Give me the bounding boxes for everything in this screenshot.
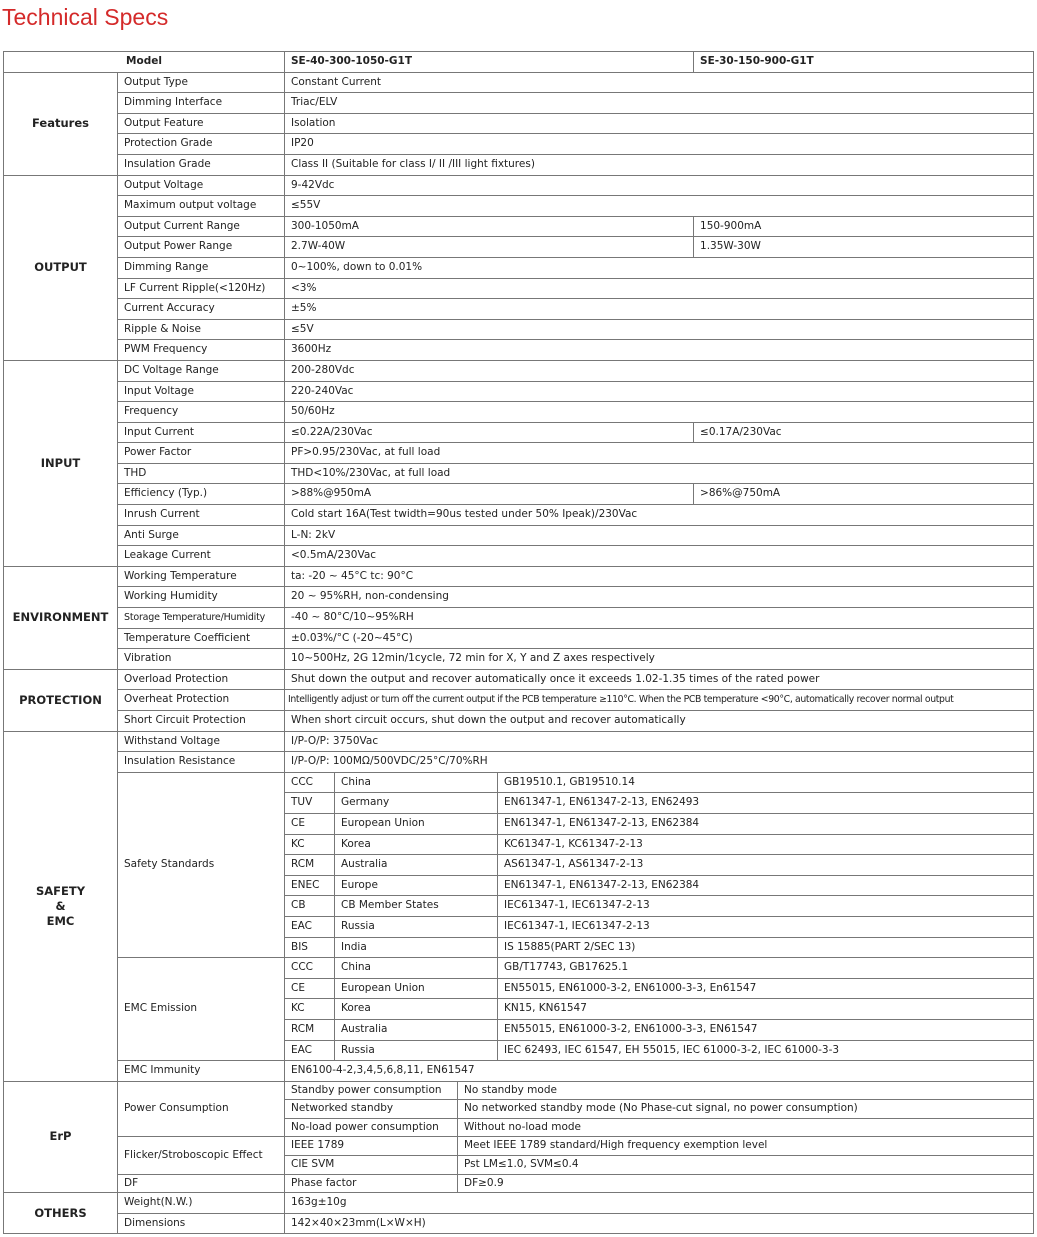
- cert-standard: EN61347-1, EN61347-2-13, EN62384: [498, 813, 1034, 834]
- row-value: ±5%: [285, 299, 1034, 320]
- table-row: [4, 175, 1034, 196]
- section-protection: PROTECTION: [4, 669, 118, 731]
- row-value: 9-42Vdc: [285, 175, 1034, 196]
- cert-mark: CE: [285, 813, 335, 834]
- row-label: PWM Frequency: [118, 340, 285, 361]
- row-label: Leakage Current: [118, 546, 285, 567]
- table-row: [4, 93, 1034, 114]
- table-row: [4, 772, 1034, 793]
- row-label: Dimming Interface: [118, 93, 285, 114]
- row-label: Overheat Protection: [118, 690, 285, 711]
- section-output: OUTPUT: [4, 175, 118, 360]
- row-value: 0~100%, down to 0.01%: [285, 257, 1034, 278]
- cert-region: Australia: [335, 1019, 498, 1040]
- row-value: PF>0.95/230Vac, at full load: [285, 443, 1034, 464]
- row-value: IP20: [285, 134, 1034, 155]
- row-value: 163g±10g: [285, 1193, 1034, 1214]
- table-row: [4, 381, 1034, 402]
- row-value: ≤5V: [285, 319, 1034, 340]
- cert-mark: ENEC: [285, 875, 335, 896]
- erp-item: No-load power consumption: [285, 1118, 458, 1137]
- table-row: [4, 690, 1034, 711]
- table-row: [4, 340, 1034, 361]
- row-value-2: 150-900mA: [694, 216, 1034, 237]
- cert-mark: EAC: [285, 1040, 335, 1061]
- row-value: 200-280Vdc: [285, 360, 1034, 381]
- cert-region: India: [335, 937, 498, 958]
- table-row: [4, 1213, 1034, 1234]
- row-value: 3600Hz: [285, 340, 1034, 361]
- table-row: [4, 216, 1034, 237]
- row-value: Class II (Suitable for class I/ II /III light fixtures): [285, 154, 1034, 175]
- cert-region: Russia: [335, 916, 498, 937]
- cert-region: Russia: [335, 1040, 498, 1061]
- row-value: 2.7W-40W: [285, 237, 694, 258]
- flicker-label: Flicker/Stroboscopic Effect: [118, 1137, 285, 1174]
- row-value: <0.5mA/230Vac: [285, 546, 1034, 567]
- table-row: [4, 608, 1034, 629]
- safety-standards-label: Safety Standards: [118, 772, 285, 957]
- table-row: [4, 546, 1034, 567]
- cert-standard: KN15, KN61547: [498, 999, 1034, 1020]
- row-label: Vibration: [118, 649, 285, 670]
- erp-item: CIE SVM: [285, 1156, 458, 1175]
- row-value-2: ≤0.17A/230Vac: [694, 422, 1034, 443]
- row-label: Input Voltage: [118, 381, 285, 402]
- cert-region: China: [335, 772, 498, 793]
- cert-standard: IEC 62493, IEC 61547, EH 55015, IEC 61000-3-2, IEC 61000-3-3: [498, 1040, 1034, 1061]
- cert-region: CB Member States: [335, 896, 498, 917]
- row-value: 10~500Hz, 2G 12min/1cycle, 72 min for X, Y and Z axes respectively: [285, 649, 1034, 670]
- section-safety-emc: [4, 731, 118, 1081]
- cert-standard: IEC61347-1, IEC61347-2-13: [498, 916, 1034, 937]
- row-label: DF: [118, 1174, 285, 1193]
- erp-value: DF≥0.9: [458, 1174, 1034, 1193]
- row-label: Temperature Coefficient: [118, 628, 285, 649]
- erp-value: Without no-load mode: [458, 1118, 1034, 1137]
- spec-table: [3, 51, 1034, 1234]
- row-value: 20 ~ 95%RH, non-condensing: [285, 587, 1034, 608]
- model-2: SE-30-150-900-G1T: [694, 52, 1034, 73]
- cert-region: Korea: [335, 834, 498, 855]
- table-row: [4, 752, 1034, 773]
- row-label: Storage Temperature/Humidity: [118, 608, 285, 629]
- table-row: [4, 505, 1034, 526]
- row-label: Inrush Current: [118, 505, 285, 526]
- row-label: Maximum output voltage: [118, 196, 285, 217]
- cert-region: European Union: [335, 813, 498, 834]
- table-row: [4, 72, 1034, 93]
- cert-standard: AS61347-1, AS61347-2-13: [498, 855, 1034, 876]
- row-label: Input Current: [118, 422, 285, 443]
- row-value: 300-1050mA: [285, 216, 694, 237]
- section-environment: ENVIRONMENT: [4, 566, 118, 669]
- row-value: Constant Current: [285, 72, 1034, 93]
- cert-region: Korea: [335, 999, 498, 1020]
- row-label: LF Current Ripple(<120Hz): [118, 278, 285, 299]
- table-row: [4, 1174, 1034, 1193]
- emc-emission-label: EMC Emission: [118, 958, 285, 1061]
- cert-mark: CE: [285, 978, 335, 999]
- erp-value: Meet IEEE 1789 standard/High frequency exemption level: [458, 1137, 1034, 1156]
- cert-mark: TUV: [285, 793, 335, 814]
- erp-item: Networked standby: [285, 1100, 458, 1119]
- table-row: [4, 402, 1034, 423]
- table-row: [4, 711, 1034, 732]
- table-row: [4, 731, 1034, 752]
- row-label: EMC Immunity: [118, 1061, 285, 1082]
- row-value: ta: -20 ~ 45°C tc: 90°C: [285, 566, 1034, 587]
- erp-item: IEEE 1789: [285, 1137, 458, 1156]
- cert-region: European Union: [335, 978, 498, 999]
- table-row: [4, 196, 1034, 217]
- row-value: L-N: 2kV: [285, 525, 1034, 546]
- cert-mark: CCC: [285, 772, 335, 793]
- cert-mark: EAC: [285, 916, 335, 937]
- cert-standard: IS 15885(PART 2/SEC 13): [498, 937, 1034, 958]
- erp-value: No networked standby mode (No Phase-cut signal, no power consumption): [458, 1100, 1034, 1119]
- table-row: [4, 1061, 1034, 1082]
- row-label: DC Voltage Range: [118, 360, 285, 381]
- section-input: INPUT: [4, 360, 118, 566]
- cert-mark: CCC: [285, 958, 335, 979]
- row-label: Ripple & Noise: [118, 319, 285, 340]
- row-label: Protection Grade: [118, 134, 285, 155]
- header-row: [4, 52, 1034, 73]
- section-line: &: [55, 898, 66, 913]
- row-label: Withstand Voltage: [118, 731, 285, 752]
- cert-standard: GB/T17743, GB17625.1: [498, 958, 1034, 979]
- cert-mark: CB: [285, 896, 335, 917]
- cert-mark: BIS: [285, 937, 335, 958]
- row-label: Working Humidity: [118, 587, 285, 608]
- row-label: Overload Protection: [118, 669, 285, 690]
- row-label: Insulation Resistance: [118, 752, 285, 773]
- cert-standard: IEC61347-1, IEC61347-2-13: [498, 896, 1034, 917]
- cert-standard: KC61347-1, KC61347-2-13: [498, 834, 1034, 855]
- erp-item: Phase factor: [285, 1174, 458, 1193]
- row-value: ±0.03%/°C (-20~45°C): [285, 628, 1034, 649]
- row-value: Isolation: [285, 113, 1034, 134]
- row-label: Output Power Range: [118, 237, 285, 258]
- table-row: [4, 1081, 1034, 1100]
- table-row: [4, 525, 1034, 546]
- table-row: [4, 443, 1034, 464]
- cert-mark: KC: [285, 834, 335, 855]
- row-value: 50/60Hz: [285, 402, 1034, 423]
- table-row: [4, 669, 1034, 690]
- cert-standard: EN55015, EN61000-3-2, EN61000-3-3, En61547: [498, 978, 1034, 999]
- table-row: [4, 134, 1034, 155]
- table-row: [4, 319, 1034, 340]
- cert-region: Australia: [335, 855, 498, 876]
- row-value: Intelligently adjust or turn off the current output if the PCB temperature ≥110°C. When the PCB temperature <90°C, automatically recover normal output: [285, 690, 1034, 711]
- row-label: Frequency: [118, 402, 285, 423]
- table-row: [4, 1193, 1034, 1214]
- row-value: THD<10%/230Vac, at full load: [285, 463, 1034, 484]
- table-row: [4, 257, 1034, 278]
- row-value: I/P-O/P: 3750Vac: [285, 731, 1034, 752]
- row-value-2: >86%@750mA: [694, 484, 1034, 505]
- row-label: Dimensions: [118, 1213, 285, 1234]
- row-value: ≤0.22A/230Vac: [285, 422, 694, 443]
- row-label: THD: [118, 463, 285, 484]
- page-title: Technical Specs: [2, 4, 169, 30]
- row-label: Anti Surge: [118, 525, 285, 546]
- erp-item: Standby power consumption: [285, 1081, 458, 1100]
- row-label: Output Voltage: [118, 175, 285, 196]
- row-label: Dimming Range: [118, 257, 285, 278]
- section-erp: ErP: [4, 1081, 118, 1193]
- table-row: [4, 566, 1034, 587]
- row-label: Insulation Grade: [118, 154, 285, 175]
- row-label: Output Feature: [118, 113, 285, 134]
- cert-standard: GB19510.1, GB19510.14: [498, 772, 1034, 793]
- cert-standard: EN61347-1, EN61347-2-13, EN62493: [498, 793, 1034, 814]
- table-row: [4, 154, 1034, 175]
- row-value: When short circuit occurs, shut down the output and recover automatically: [285, 711, 1034, 732]
- table-row: [4, 113, 1034, 134]
- table-row: [4, 278, 1034, 299]
- table-row: [4, 299, 1034, 320]
- table-row: [4, 587, 1034, 608]
- cert-standard: EN61347-1, EN61347-2-13, EN62384: [498, 875, 1034, 896]
- cert-region: Germany: [335, 793, 498, 814]
- cert-mark: KC: [285, 999, 335, 1020]
- section-features: Features: [4, 72, 118, 175]
- row-value-2: 1.35W-30W: [694, 237, 1034, 258]
- table-row: [4, 237, 1034, 258]
- row-label: Output Current Range: [118, 216, 285, 237]
- cert-mark: RCM: [285, 855, 335, 876]
- row-value: 142×40×23mm(L×W×H): [285, 1213, 1034, 1234]
- row-value: 220-240Vac: [285, 381, 1034, 402]
- cert-region: Europe: [335, 875, 498, 896]
- erp-value: Pst LM≤1.0, SVM≤0.4: [458, 1156, 1034, 1175]
- section-others: OTHERS: [4, 1193, 118, 1234]
- row-value: ≤55V: [285, 196, 1034, 217]
- row-label: Working Temperature: [118, 566, 285, 587]
- cert-standard: EN55015, EN61000-3-2, EN61000-3-3, EN61547: [498, 1019, 1034, 1040]
- table-row: [4, 422, 1034, 443]
- row-value: I/P-O/P: 100MΩ/500VDC/25°C/70%RH: [285, 752, 1034, 773]
- row-value: <3%: [285, 278, 1034, 299]
- table-row: [4, 463, 1034, 484]
- row-label: Efficiency (Typ.): [118, 484, 285, 505]
- row-value: >88%@950mA: [285, 484, 694, 505]
- erp-value: No standby mode: [458, 1081, 1034, 1100]
- section-line: EMC: [46, 913, 75, 928]
- cert-mark: RCM: [285, 1019, 335, 1040]
- row-value: Cold start 16A(Test twidth=90us tested under 50% Ipeak)/230Vac: [285, 505, 1034, 526]
- table-row: [4, 958, 1034, 979]
- table-row: [4, 649, 1034, 670]
- table-row: [4, 484, 1034, 505]
- power-consumption-label: Power Consumption: [118, 1081, 285, 1137]
- row-label: Output Type: [118, 72, 285, 93]
- row-label: Weight(N.W.): [118, 1193, 285, 1214]
- row-label: Current Accuracy: [118, 299, 285, 320]
- table-row: [4, 1137, 1034, 1156]
- cert-region: China: [335, 958, 498, 979]
- model-1: SE-40-300-1050-G1T: [285, 52, 694, 73]
- section-line: SAFETY: [35, 883, 86, 898]
- row-value: EN6100-4-2,3,4,5,6,8,11, EN61547: [285, 1061, 1034, 1082]
- row-label: Short Circuit Protection: [118, 711, 285, 732]
- row-label: Power Factor: [118, 443, 285, 464]
- row-value: -40 ~ 80°C/10~95%RH: [285, 608, 1034, 629]
- row-value: Shut down the output and recover automatically once it exceeds 1.02-1.35 times of the rated power: [285, 669, 1034, 690]
- table-row: [4, 628, 1034, 649]
- table-row: [4, 360, 1034, 381]
- model-label: Model: [4, 52, 285, 73]
- row-value: Triac/ELV: [285, 93, 1034, 114]
